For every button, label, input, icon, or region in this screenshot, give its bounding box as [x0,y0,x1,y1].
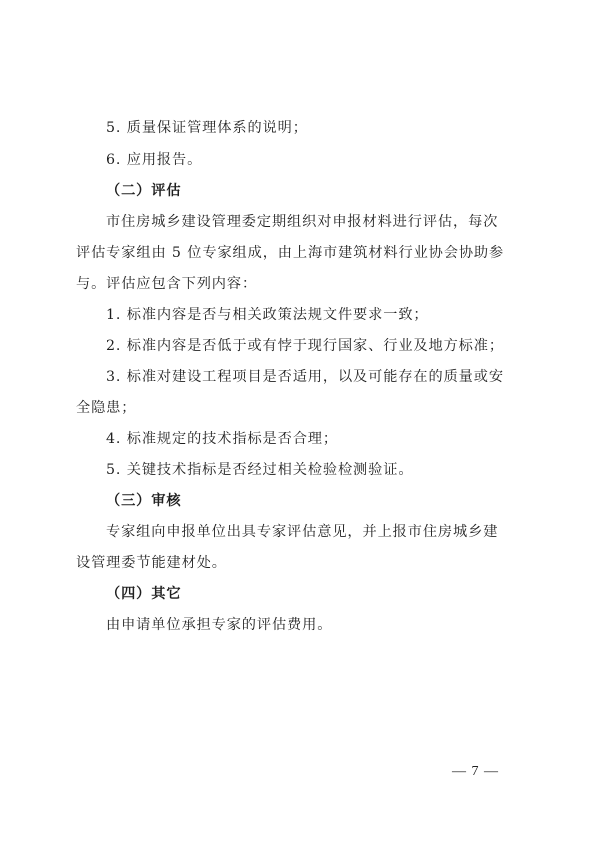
paragraph-line: 由申请单位承担专家的评估费用。 [106,617,333,633]
section-heading-other: （四）其它 [106,586,182,602]
list-item: 1. 标准内容是否与相关政策法规文件要求一致； [106,307,429,323]
list-item-continuation: 全隐患； [76,400,137,416]
list-item: 5. 关键技术指标是否经过相关检验检测验证。 [106,462,414,478]
list-item: 4. 标准规定的技术指标是否合理； [106,431,338,447]
list-item-application-report: 6. 应用报告。 [106,152,203,168]
paragraph-line: 与。评估应包含下列内容： [76,276,258,292]
section-heading-review: （三）审核 [106,493,182,509]
paragraph-line: 专家组向申报单位出具专家评估意见，并上报市住房城乡建 [106,524,499,540]
list-item: 3. 标准对建设工程项目是否适用，以及可能存在的质量或安 [106,369,504,385]
paragraph-line: 设管理委节能建材处。 [76,555,227,571]
paragraph-line: 评估专家组由 5 位专家组成，由上海市建筑材料行业协会协助参 [76,245,505,261]
list-item: 2. 标准内容是否低于或有悖于现行国家、行业及地方标准； [106,338,504,354]
list-item-quality-assurance: 5. 质量保证管理体系的说明； [106,120,308,136]
section-heading-evaluation: （二）评估 [106,183,182,199]
page-number: — 7 — [452,764,499,779]
paragraph-line: 市住房城乡建设管理委定期组织对申报材料进行评估，每次 [106,214,499,230]
